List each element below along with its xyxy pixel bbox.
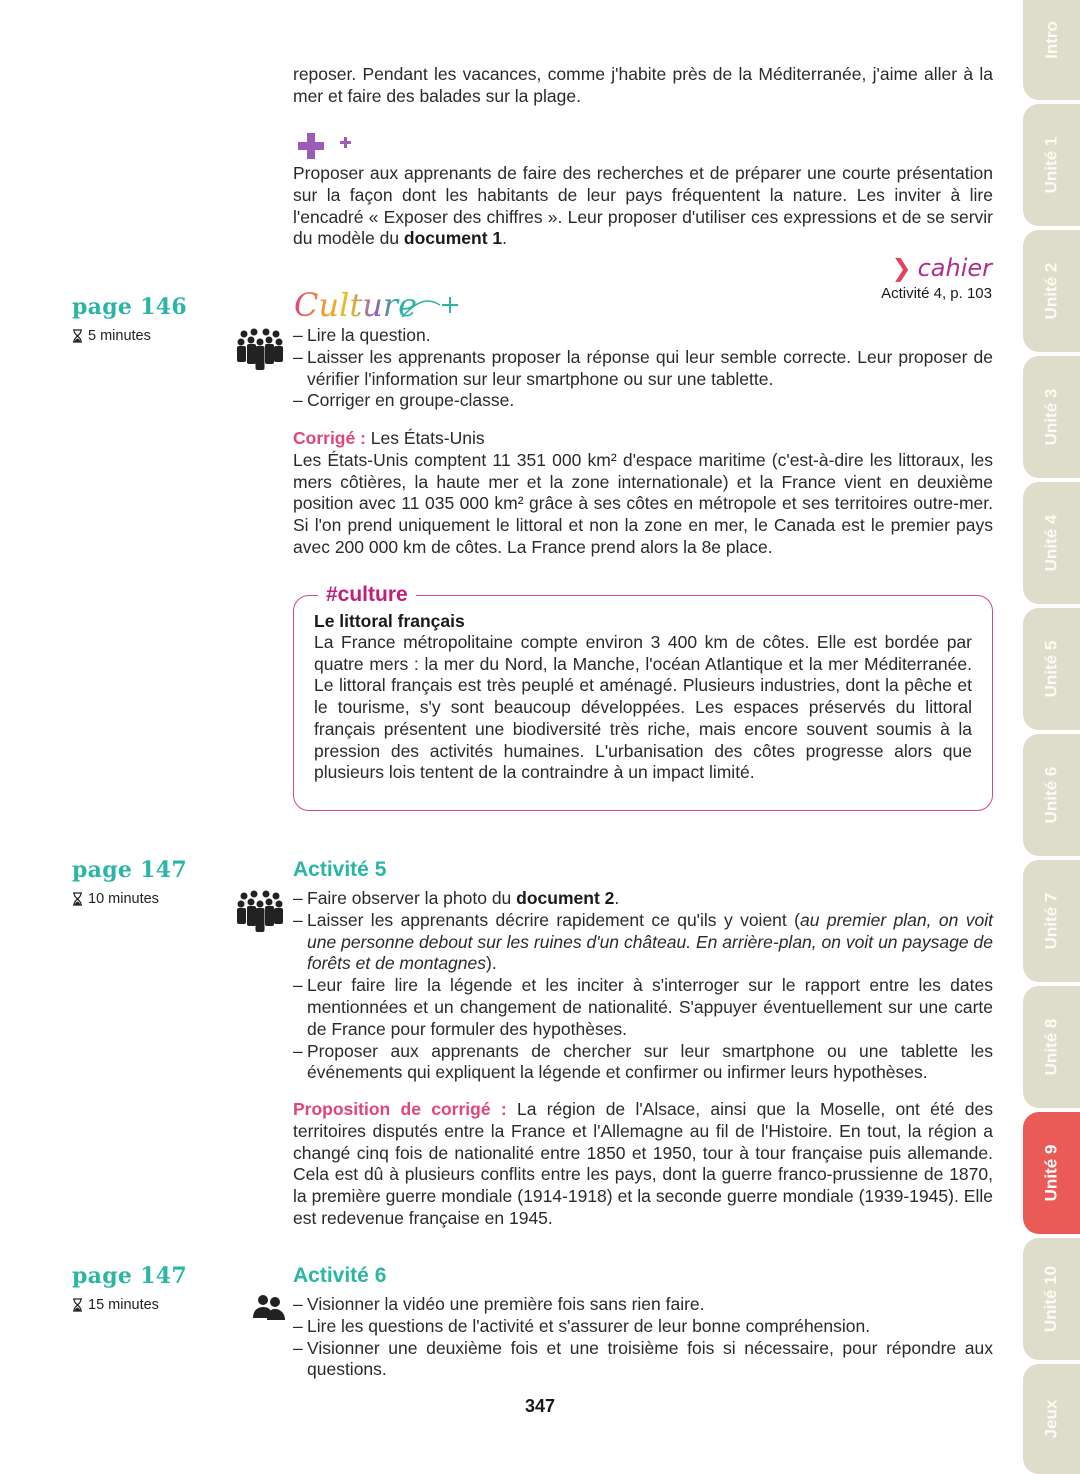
duration: 10 minutes xyxy=(72,891,187,907)
cahier-activity-ref: Activité 4, p. 103 xyxy=(881,285,992,302)
page-146-marker xyxy=(72,294,187,344)
culture-tag: #culture xyxy=(318,583,416,607)
culture-corrige xyxy=(293,428,993,559)
step: – Proposer aux apprenants de chercher sur leur smartphone ou une tablette les événements qui expliquent la légende et confirmer ou infirmer leurs hypothèses. xyxy=(293,1041,993,1085)
corrige-text: La région de l'Alsace, ainsi que la Moselle, ont été des territoires disputés entre la France et l'Allemagne au fil de l'Histoire. En tout, la région a changé cinq fois de nationalité entre 1850 et 1950, tour à tour française puis allemande. Cela est dû à plusieurs conflits entre les pays, dont la guerre franco-prussienne de 1870, la première guerre mondiale (1914-1918) et la seconde guerre mondiale (1939-1945). Elle est redevenue française en 1945. xyxy=(293,1099,993,1228)
culture-box-title: Le littoral français xyxy=(314,611,465,631)
step: – Lire la question. xyxy=(293,325,993,347)
intro-text: reposer. Pendant les vacances, comme j'habite près de la Méditerranée, j'aime aller à la mer et faire des balades sur la plage. xyxy=(293,64,993,106)
page-147-marker xyxy=(72,857,187,907)
page-ref: page 147 xyxy=(72,1263,187,1289)
activite-5-steps xyxy=(293,888,993,1084)
document-1-ref: document 1 xyxy=(403,228,503,249)
activite-5-title: Activité 5 xyxy=(293,858,387,881)
activite-6-title: Activité 6 xyxy=(293,1264,387,1287)
culture-box-text: La France métropolitaine compte environ 3 400 km de côtes. Elle est bordée par quatre mers : la mer du Nord, la Manche, l'océan Atlantique et la mer Méditerranée. Le littoral français est très peuplé et aménagé. Plusieurs industries, dont la pêche et le tourisme, s'y sont beaucoup développées. Les espaces préservés du littoral français présentent une biodiversité très riche, mais encore souvent soumis à la pression des activités humaines. L'urbanisation des côtes progresse alors que plusieurs lois tentent de la contraindre à un impact limité. xyxy=(314,632,972,783)
step: – Laisser les apprenants proposer la réponse qui leur semble correcte. Leur proposer de vérifier l'information sur leur smartphone ou sur une tablette. xyxy=(293,347,993,391)
step: – Visionner la vidéo une première fois sans rien faire. xyxy=(293,1294,993,1316)
tab-unite-2[interactable]: Unité 2 xyxy=(1023,230,1080,352)
chevron-right-icon: ❯ xyxy=(891,255,912,282)
step: – Leur faire lire la légende et les inciter à s'interroger sur le rapport entre les dates mentionnées et un changement de nationalité. S'appuyer éventuellement sur une carte de France pour formuler des hypothèses. xyxy=(293,975,993,1040)
corrige-label: Proposition de corrigé : xyxy=(293,1099,507,1119)
tab-unite-5[interactable]: Unité 5 xyxy=(1023,608,1080,730)
tab-unite-4[interactable]: Unité 4 xyxy=(1023,482,1080,604)
activite-5-corrige xyxy=(293,1099,993,1230)
intro-paragraph xyxy=(293,64,993,108)
tab-unite-9[interactable]: Unité 9 xyxy=(1023,1112,1080,1234)
group-class-icon xyxy=(236,890,284,937)
corrige-text: Les États-Unis comptent 11 351 000 km² d'espace maritime (c'est-à-dire les littoraux, les mers côtières, la haute mer et la zone internationale) et la France vient en deuxième position avec 11 035 000 km² grâce à ses côtes en métropole et ses territoires outre-mer. Si l'on prend uniquement le littoral et non la zone en mer, le Canada est le premier pays avec 200 000 km de côtes. La France prend alors la 8e place. xyxy=(293,449,993,557)
hourglass-icon xyxy=(72,892,83,906)
step: – Visionner une deuxième fois et une troisième fois si nécessaire, pour répondre aux questions. xyxy=(293,1338,993,1382)
step: – Lire les questions de l'activité et s'assurer de leur bonne compréhension. xyxy=(293,1316,993,1338)
tab-unite-7[interactable]: Unité 7 xyxy=(1023,860,1080,982)
tab-unite-3[interactable]: Unité 3 xyxy=(1023,356,1080,478)
tab-unite-6[interactable]: Unité 6 xyxy=(1023,734,1080,856)
tab-intro[interactable]: Intro xyxy=(1023,0,1080,100)
step: – Corriger en groupe-classe. xyxy=(293,390,993,412)
step: – Laisser les apprenants décrire rapidement ce qu'ils y voient (au premier plan, on voit une personne debout sur les ruines d'un château. En arrière-plan, on voit un paysage de forêts et de montagnes). xyxy=(293,910,993,975)
page-number: 347 xyxy=(524,1396,556,1416)
tab-unite-8[interactable]: Unité 8 xyxy=(1023,986,1080,1108)
cahier-label: cahier xyxy=(917,254,992,282)
svg-text:Culture: Culture xyxy=(294,286,418,324)
tab-unite-10[interactable]: Unité 10 xyxy=(1023,1238,1080,1360)
tab-unite-1[interactable]: Unité 1 xyxy=(1023,104,1080,226)
page-ref: page 146 xyxy=(72,294,187,320)
activite-6-steps xyxy=(293,1294,993,1381)
culture-steps xyxy=(293,325,993,412)
unit-tabs xyxy=(1023,0,1080,1465)
corrige-label: Corrigé : xyxy=(293,428,366,448)
page-ref: page 147 xyxy=(72,857,187,883)
plus-paragraph: Proposer aux apprenants de faire des recherches et de préparer une courte présentation sur la façon dont les habitants de leur pays fréquentent la nature. Les inviter à lire l'encadré « Exposer des chiffres ». Leur proposer d'utiliser ces expressions et de se servir du modèle du document 1. xyxy=(293,163,993,249)
plus-plus-icon xyxy=(298,133,358,166)
corrige-answer: Les États-Unis xyxy=(365,428,485,448)
hourglass-icon xyxy=(72,329,83,343)
page-147-marker-2 xyxy=(72,1263,187,1313)
duration: 15 minutes xyxy=(72,1297,187,1313)
tab-jeux[interactable]: Jeux xyxy=(1023,1364,1080,1474)
culture-info-box xyxy=(293,583,993,811)
cahier-reference xyxy=(881,254,992,302)
duration: 5 minutes xyxy=(72,328,187,344)
pair-work-icon xyxy=(253,1294,285,1325)
step: – Faire observer la photo du document 2. xyxy=(293,888,993,910)
group-class-icon xyxy=(236,328,284,375)
hourglass-icon xyxy=(72,1298,83,1312)
